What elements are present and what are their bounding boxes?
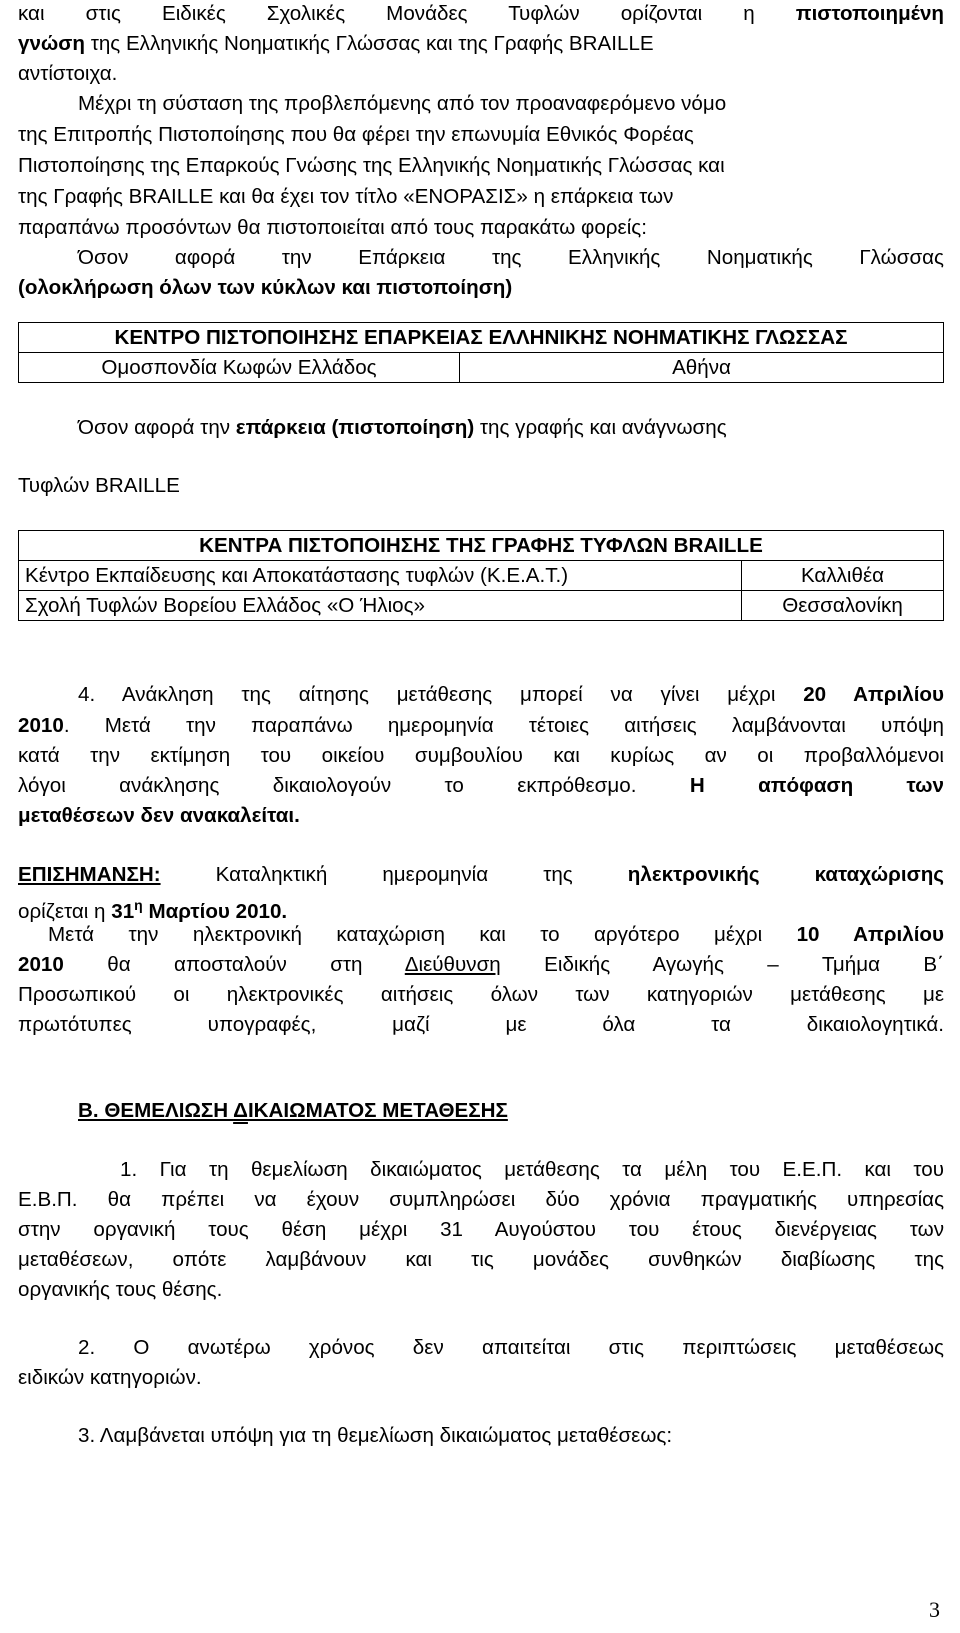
b2-line-1: 2. Ο ανωτέρω χρόνος δεν απαιτείται στις περιπτώσεις μεταθέσεως	[78, 1336, 944, 1359]
p6-line-4: πρωτότυπες υπογραφές, μαζί με όλα τα δικαιολογητικά.	[18, 1013, 944, 1036]
table-header-row	[19, 323, 944, 353]
p3-line-1: Όσον αφορά την επάρκεια (πιστοποίηση) της γραφής και ανάγνωσης	[78, 416, 727, 439]
p2-line-6: Όσον αφορά την Επάρκεια της Ελληνικής Νοηματικής Γλώσσας	[78, 246, 944, 269]
b1-line-3: στην οργανική τους θέση μέχρι 31 Αυγούστου του έτους διενέργειας των	[18, 1218, 944, 1241]
b1-line-5: οργανικής τους θέσης.	[18, 1278, 223, 1301]
table-cell-name: Κέντρο Εκπαίδευσης και Αποκατάστασης τυφλών (Κ.Ε.Α.Τ.)	[19, 561, 742, 591]
table-header-row	[19, 531, 944, 561]
p5-line-2: ορίζεται η $31^\eta$ Μαρτίου 2010.	[18, 897, 288, 923]
p4-line-4: λόγοι ανάκλησης δικαιολογούν το εκπρόθεσμο. Η απόφαση των	[18, 774, 944, 797]
table-row	[19, 591, 944, 621]
table-cell-city: Θεσσαλονίκη	[742, 591, 944, 621]
p6-line-2: 2010 θα αποσταλούν στη Διεύθυνση Ειδικής Αγωγής – Τμήμα Β΄	[18, 953, 944, 976]
table-cell-name: Σχολή Τυφλών Βορείου Ελλάδος «Ο Ήλιος»	[19, 591, 742, 621]
p2-line-7: (ολοκλήρωση όλων των κύκλων και πιστοποίηση)	[18, 276, 513, 299]
p2-line-2: της Επιτροπής Πιστοποίησης που θα φέρει την επωνυμία Εθνικός Φορέας	[18, 123, 694, 146]
b3-line-1: 3. Λαμβάνεται υπόψη για τη θεμελίωση δικαιώματος μεταθέσεως:	[78, 1424, 673, 1447]
table-cell-city: Καλλιθέα	[742, 561, 944, 591]
p6-line-3: Προσωπικού οι ηλεκτρονικές αιτήσεις όλων των κατηγοριών μετάθεσης με	[18, 983, 944, 1006]
table-header: ΚΕΝΤΡΑ ΠΙΣΤΟΠΟΙΗΣΗΣ ΤΗΣ ΓΡΑΦΗΣ ΤΥΦΛΩΝ BRAILLE	[19, 531, 944, 561]
p4-line-2: 2010. Μετά την παραπάνω ημερομηνία τέτοιες αιτήσεις λαμβάνονται υπόψη	[18, 714, 944, 737]
p2-line-3: Πιστοποίησης της Επαρκούς Γνώσης της Ελληνικής Νοηματικής Γλώσσας και	[18, 154, 725, 177]
certification-table-sign-language	[18, 322, 944, 383]
b1-line-4: μεταθέσεων, οπότε λαμβάνουν και τις μονάδες συνθηκών διαβίωσης της	[18, 1248, 944, 1271]
p2-line-1: Μέχρι τη σύσταση της προβλεπόμενης από τον προαναφερόμενο νόμο	[78, 92, 727, 115]
table-row	[19, 561, 944, 591]
p4-line-1: 4. Ανάκληση της αίτησης μετάθεσης μπορεί να γίνει μέχρι 20 Απριλίου	[78, 683, 944, 706]
b1-line-1: 1. Για τη θεμελίωση δικαιώματος μετάθεσης τα μέλη του Ε.Ε.Π. και του	[120, 1158, 944, 1181]
section-b-heading: Β. ΘΕΜΕΛΙΩΣΗ ΔΙΚΑΙΩΜΑΤΟΣ ΜΕΤΑΘΕΣΗΣ	[78, 1099, 508, 1122]
b2-line-2: ειδικών κατηγοριών.	[18, 1366, 202, 1389]
p1-line-3: αντίστοιχα.	[18, 62, 118, 85]
p2-line-4: της Γραφής BRAILLE και θα έχει τον τίτλο «ΕΝΟΡΑΣΙΣ» η επάρκεια των	[18, 185, 674, 208]
p6-line-1: Μετά την ηλεκτρονική καταχώριση και το αργότερο μέχρι 10 Απριλίου	[48, 923, 944, 946]
page-number: 3	[929, 1597, 940, 1622]
p3-line-2: Τυφλών BRAILLE	[18, 474, 180, 497]
p5-line-1: ΕΠΙΣΗΜΑΝΣΗ: Καταληκτική ημερομηνία της ηλεκτρονικής καταχώρισης	[18, 863, 944, 886]
table-header: ΚΕΝΤΡΟ ΠΙΣΤΟΠΟΙΗΣΗΣ ΕΠΑΡΚΕΙΑΣ ΕΛΛΗΝΙΚΗΣ ΝΟΗΜΑΤΙΚΗΣ ΓΛΩΣΣΑΣ	[19, 323, 944, 353]
p4-line-3: κατά την εκτίμηση του οικείου συμβουλίου και κυρίως αν οι προβαλλόμενοι	[18, 744, 944, 767]
certification-table-braille	[18, 530, 944, 621]
table-cell-city: Αθήνα	[460, 353, 944, 383]
p1-line-1: και στις Ειδικές Σχολικές Μονάδες Τυφλών ορίζονται η πιστοποιημένη	[18, 2, 944, 25]
p2-line-5: παραπάνω προσόντων θα πιστοποιείται από τους παρακάτω φορείς:	[18, 216, 647, 239]
table-cell-name: Ομοσπονδία Κωφών Ελλάδος	[19, 353, 460, 383]
p1-line-2: γνώση της Ελληνικής Νοηματικής Γλώσσας και της Γραφής BRAILLE	[18, 32, 654, 55]
p4-line-5: μεταθέσεων δεν ανακαλείται.	[18, 804, 300, 827]
table-row	[19, 353, 944, 383]
b1-line-2: Ε.Β.Π. θα πρέπει να έχουν συμπληρώσει δύο χρόνια πραγματικής υπηρεσίας	[18, 1188, 944, 1211]
